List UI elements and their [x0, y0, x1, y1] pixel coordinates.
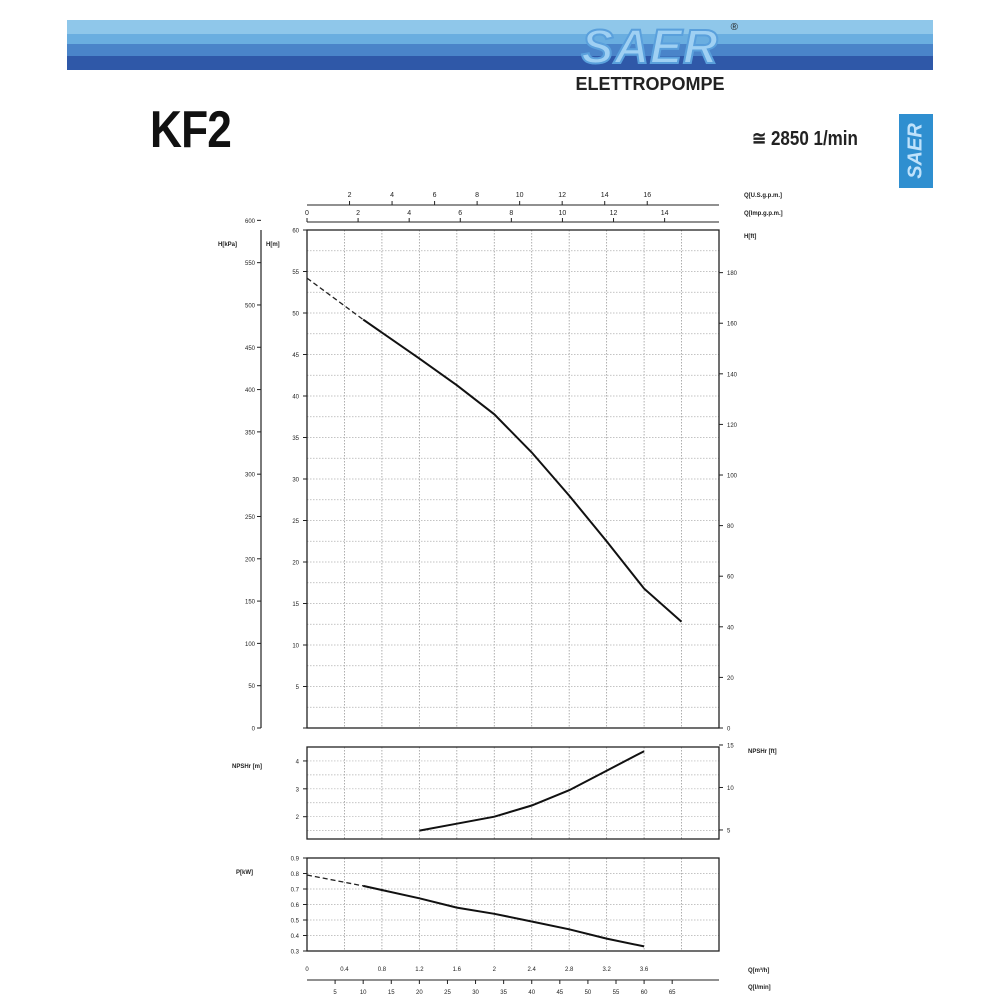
registered-mark: ® [730, 22, 738, 33]
model-title: KF2 [150, 101, 231, 159]
power-tick-label: 0.7 [290, 887, 299, 894]
brand-subtitle: ELETTROPOMPE [575, 74, 725, 94]
power-tick-label: 0.5 [290, 918, 299, 925]
npsh-ft-tick-label: 5 [727, 828, 731, 835]
lmin-tick-label: 25 [444, 990, 451, 996]
head-m-tick-label: 20 [292, 560, 299, 567]
kpa-tick-label: 200 [244, 557, 255, 564]
power-tick-label: 0.3 [290, 949, 299, 956]
m3h-tick-label: 0 [305, 967, 309, 973]
head-m-tick-label: 5 [295, 685, 299, 691]
usgpm-axis-label: Q[U.S.g.p.m.] [744, 193, 782, 199]
lmin-tick-label: 15 [387, 990, 395, 996]
power-tick-label: 0.6 [290, 903, 299, 909]
kpa-tick-label: 550 [244, 261, 255, 268]
head-m-tick-label: 60 [292, 228, 299, 235]
npsh-m-tick-label: 4 [295, 759, 299, 766]
head-ft-tick-label: 20 [727, 675, 734, 682]
head-ft-tick-label: 80 [727, 524, 734, 531]
power-tick-label: 0.8 [290, 872, 299, 878]
power-curve [363, 886, 644, 947]
head-ft-axis-label: H[ft] [744, 234, 757, 240]
kpa-tick-label: 450 [244, 345, 255, 352]
kpa-tick-label: 0 [251, 726, 255, 733]
kpa-tick-label: 600 [244, 218, 255, 225]
lmin-tick-label: 10 [359, 990, 367, 996]
m3h-tick-label: 3.2 [602, 967, 611, 973]
lmin-tick-label: 55 [612, 990, 620, 996]
usgpm-tick-label: 6 [432, 192, 437, 199]
npsh-panel-frame [307, 747, 719, 839]
m3h-tick-label: 0.8 [377, 967, 387, 973]
lmin-tick-label: 50 [584, 990, 592, 996]
m3h-axis-label: Q[m³/h] [748, 968, 770, 974]
usgpm-tick-label: 4 [390, 192, 395, 199]
head-ft-tick-label: 40 [727, 625, 734, 632]
head-m-tick-label: 25 [292, 519, 299, 525]
lmin-tick-label: 30 [472, 990, 479, 996]
head-curve [363, 320, 681, 622]
lmin-tick-label: 45 [556, 990, 564, 996]
power-axis-label: P[kW] [236, 870, 253, 876]
lmin-tick-label: 5 [333, 990, 337, 996]
head-ft-tick-label: 120 [727, 422, 738, 429]
npsh-m-axis-label: NPSHr [m] [232, 764, 263, 770]
lmin-tick-label: 20 [416, 990, 423, 996]
head-m-tick-label: 50 [292, 311, 299, 318]
kpa-tick-label: 350 [244, 430, 255, 437]
impgpm-axis-label: Q[Imp.g.p.m.] [744, 211, 783, 217]
impgpm-tick-label: 8 [509, 210, 514, 217]
head-m-tick-label: 35 [292, 436, 299, 442]
kpa-tick-label: 300 [244, 472, 255, 479]
kpa-tick-label: 400 [244, 388, 255, 395]
head-m-tick-label: 30 [292, 477, 299, 484]
impgpm-tick-label: 14 [660, 210, 669, 217]
power-tick-label: 0.9 [290, 856, 299, 863]
lmin-axis-label: Q[l/min] [748, 985, 771, 991]
usgpm-tick-label: 8 [475, 192, 480, 199]
head-ft-tick-label: 60 [727, 574, 734, 581]
head-ft-tick-label: 0 [727, 726, 731, 733]
usgpm-tick-label: 16 [643, 192, 652, 199]
head-m-tick-label: 15 [292, 602, 299, 608]
usgpm-tick-label: 12 [558, 192, 567, 199]
impgpm-tick-label: 2 [356, 210, 361, 217]
head-panel-frame [307, 230, 719, 728]
speed-label: ≅ 2850 1/min [752, 128, 858, 150]
head-ft-tick-label: 140 [727, 372, 738, 379]
side-tab-label: SAER [904, 123, 927, 179]
impgpm-tick-label: 10 [558, 210, 567, 217]
head-ft-tick-label: 180 [727, 271, 738, 278]
head-curve-dashed [307, 278, 363, 320]
lmin-tick-label: 35 [500, 990, 507, 996]
power-panel-frame [307, 858, 719, 951]
brand-name: SAER [581, 21, 719, 74]
impgpm-tick-label: 0 [305, 210, 309, 217]
power-tick-label: 0.4 [290, 934, 299, 940]
m3h-tick-label: 1.2 [415, 967, 424, 973]
impgpm-tick-label: 12 [609, 210, 618, 217]
kpa-tick-label: 250 [244, 514, 255, 521]
head-m-axis-label: H[m] [266, 242, 280, 248]
m3h-tick-label: 2.4 [527, 967, 536, 973]
usgpm-tick-label: 10 [515, 192, 524, 199]
head-m-tick-label: 10 [292, 643, 299, 650]
lmin-tick-label: 65 [668, 990, 676, 996]
lmin-tick-label: 60 [640, 990, 648, 996]
m3h-tick-label: 2 [492, 967, 496, 973]
m3h-tick-label: 3.6 [639, 967, 649, 973]
head-m-tick-label: 55 [292, 270, 299, 276]
m3h-tick-label: 1.6 [452, 967, 461, 973]
m3h-tick-label: 2.8 [565, 967, 574, 973]
head-ft-tick-label: 160 [727, 321, 738, 328]
impgpm-tick-label: 6 [458, 210, 463, 217]
npsh-ft-axis-label: NPSHr [ft] [748, 749, 777, 755]
impgpm-tick-label: 4 [407, 210, 412, 217]
usgpm-tick-label: 14 [600, 192, 609, 199]
kpa-tick-label: 150 [244, 599, 255, 606]
head-m-tick-label: 40 [292, 394, 299, 401]
head-m-tick-label: 45 [292, 353, 299, 359]
kpa-axis-label: H[kPa] [218, 242, 238, 248]
kpa-tick-label: 500 [244, 303, 255, 310]
kpa-tick-label: 50 [248, 684, 255, 691]
npsh-ft-tick-label: 15 [727, 743, 734, 750]
npsh-m-tick-label: 3 [295, 787, 299, 794]
kpa-tick-label: 100 [244, 641, 255, 648]
power-curve-dashed [307, 875, 363, 886]
m3h-tick-label: 0.4 [340, 967, 349, 973]
head-ft-tick-label: 100 [727, 473, 738, 480]
npsh-ft-tick-label: 10 [727, 785, 734, 792]
npsh-m-tick-label: 2 [295, 815, 299, 822]
lmin-tick-label: 40 [528, 990, 536, 996]
usgpm-tick-label: 2 [347, 192, 352, 199]
